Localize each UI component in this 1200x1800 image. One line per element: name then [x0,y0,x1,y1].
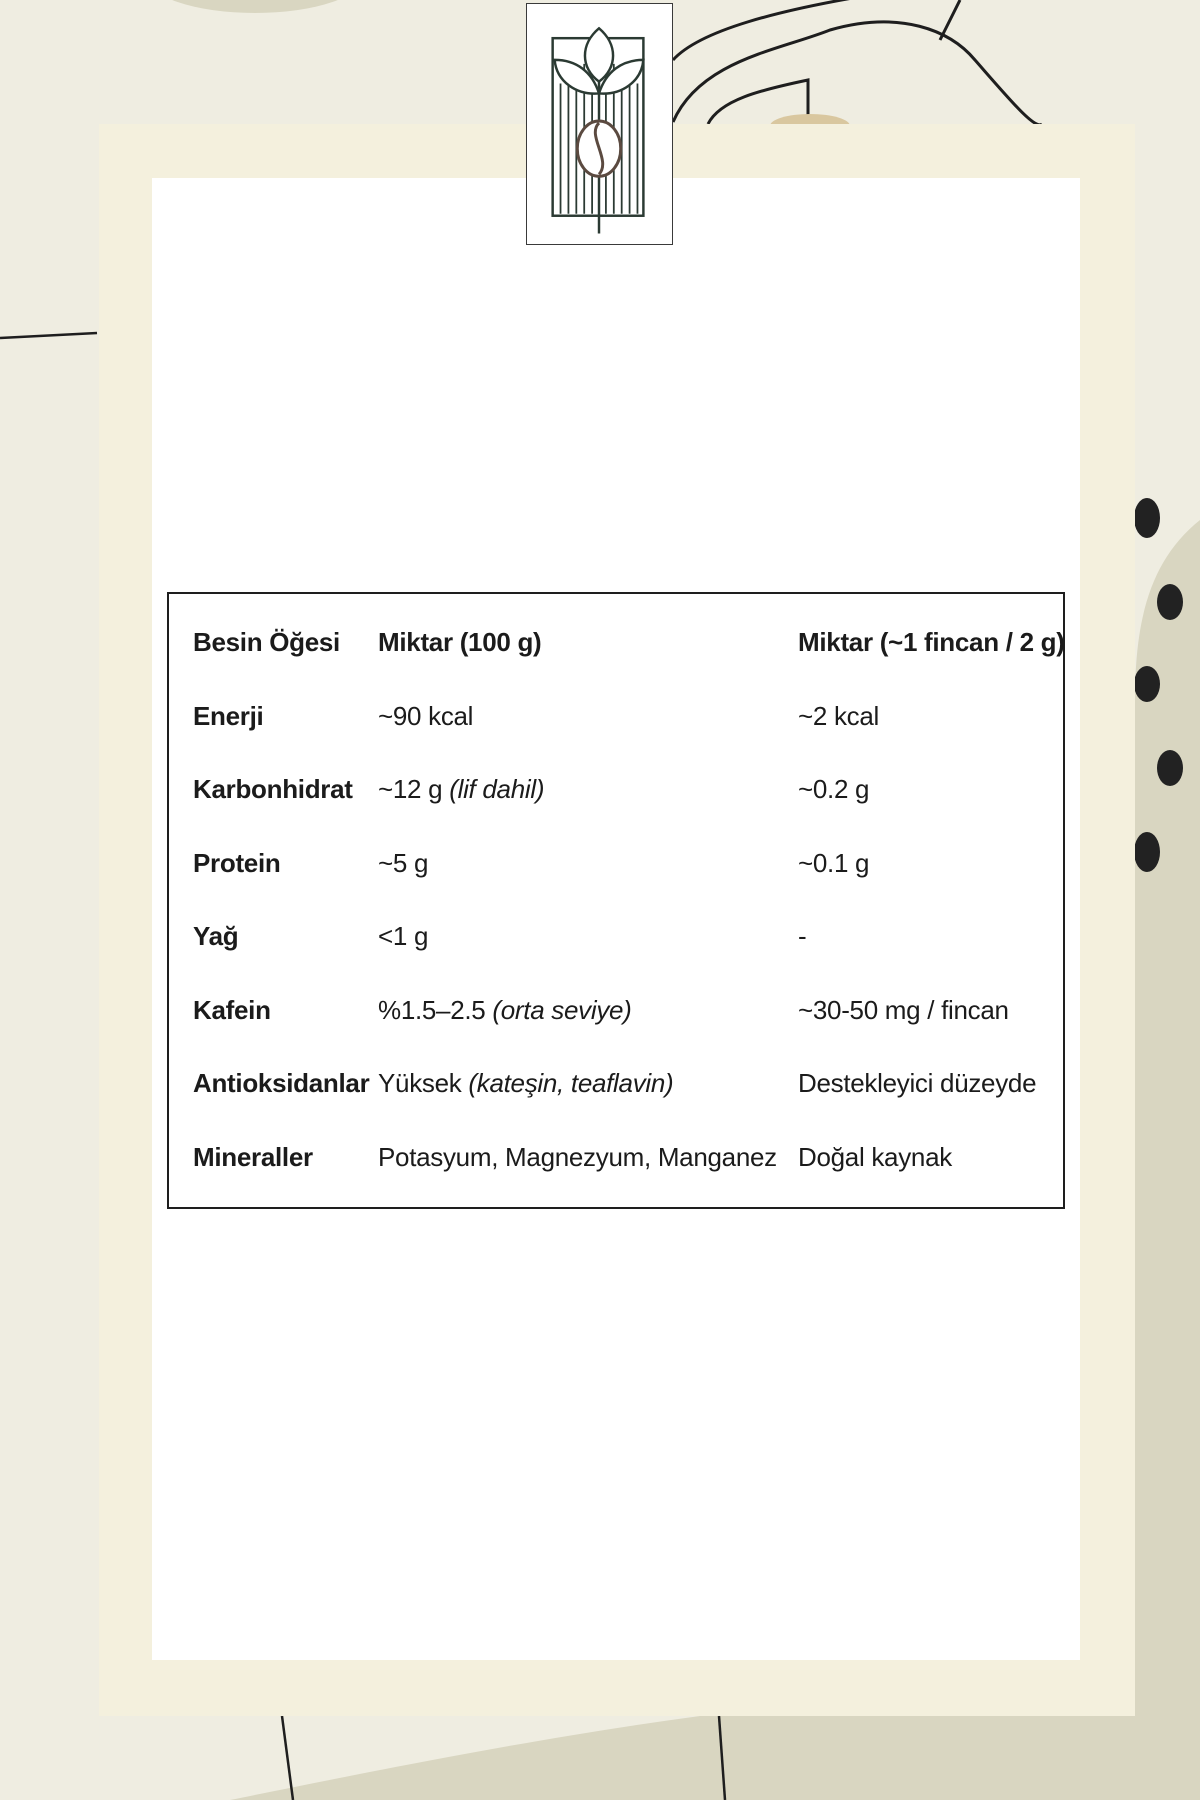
row-per-100g [378,1121,798,1195]
row-per-100g [378,827,798,901]
value: ~12 g [378,774,443,805]
value-note: (kateşin, teaflavin) [468,1068,674,1099]
bg-lineart-spike [940,0,960,40]
row-per-100g [378,1047,798,1121]
row-per-100g [378,900,798,974]
bg-dot [1157,584,1183,620]
row-per-cup: - [798,921,807,952]
value-note: (lif dahil) [449,774,545,805]
coffee-leaf-logo-icon [526,3,673,245]
row-per-100g [378,680,798,754]
table-row [193,753,1045,827]
value: Yüksek [378,1068,462,1099]
nutrition-table-box [167,592,1065,1209]
table-row [193,974,1045,1048]
row-per-cup: ~0.2 g [798,774,870,805]
value: Potasyum, Magnezyum, Manganez [378,1141,777,1172]
table-row [193,1121,1045,1195]
value: ~5 g [378,847,429,878]
value: %1.5–2.5 [378,994,486,1025]
row-nutrient: Yağ [193,921,239,952]
header-per-100g: Miktar (100 g) [378,627,542,658]
value: ~90 kcal [378,700,474,731]
bg-lineart-curve [673,22,1042,125]
bg-dot [1134,666,1160,702]
bg-dot [1157,750,1183,786]
table-header-row [193,606,1045,680]
table-row [193,900,1045,974]
bg-blob-top-left [145,0,365,13]
row-nutrient: Enerji [193,700,264,731]
table-row [193,827,1045,901]
row-per-100g [378,974,798,1048]
value: <1 g [378,921,429,952]
value-note: (orta seviye) [492,994,632,1025]
bg-dot [1134,498,1160,538]
row-nutrient: Karbonhidrat [193,774,353,805]
row-per-cup: ~2 kcal [798,700,880,731]
header-nutrient: Besin Öğesi [193,627,340,658]
row-per-cup: Doğal kaynak [798,1141,952,1172]
bg-line-left [0,333,97,338]
row-per-cup: ~30-50 mg / fincan [798,994,1009,1025]
row-nutrient: Mineraller [193,1141,313,1172]
bg-line-bottom [282,1716,293,1800]
row-per-cup: Destekleyici düzeyde [798,1068,1037,1099]
row-nutrient: Protein [193,847,281,878]
row-per-100g [378,753,798,827]
nutrition-table [193,606,1065,1194]
table-row [193,680,1045,754]
table-row [193,1047,1045,1121]
row-nutrient: Antioksidanlar [193,1068,370,1099]
bg-dot [1134,832,1160,872]
row-nutrient: Kafein [193,994,271,1025]
row-per-cup: ~0.1 g [798,847,870,878]
header-per-cup: Miktar (~1 fincan / 2 g) [798,627,1065,658]
